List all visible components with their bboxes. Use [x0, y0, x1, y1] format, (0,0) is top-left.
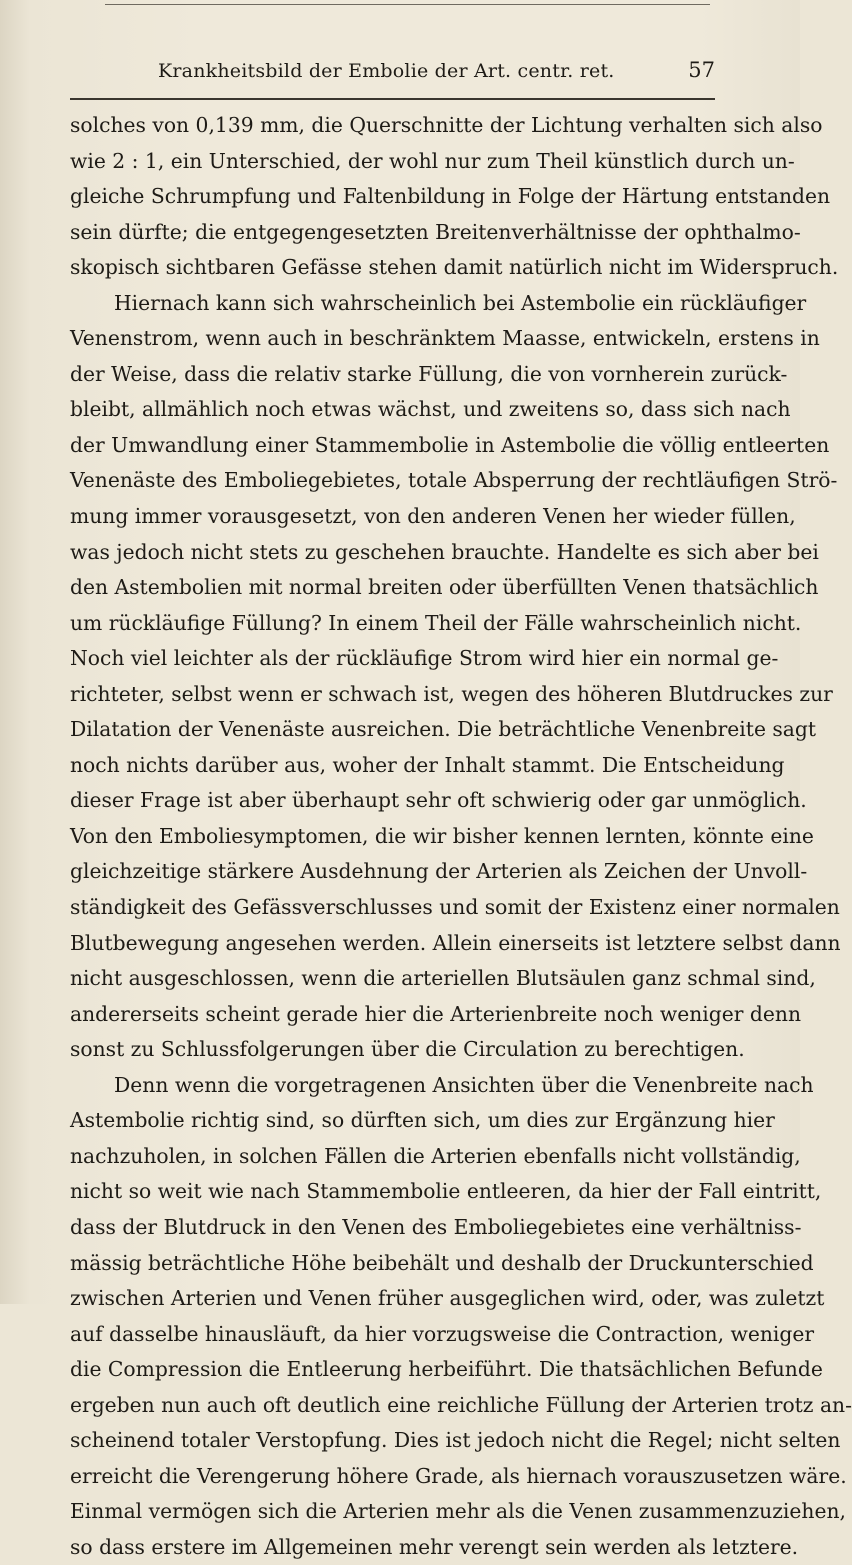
text-line: scheinend totaler Verstopfung. Dies ist jedoch nicht die Regel; nicht selten: [70, 1428, 841, 1453]
text-line: auf dasselbe hinausläuft, da hier vorzugsweise die Contraction, weniger: [70, 1321, 815, 1346]
text-line: Dilatation der Venenäste ausreichen. Die beträchtliche Venenbreite sagt: [70, 717, 817, 742]
text-line: der Umwandlung einer Stammembolie in Astembolie die völlig entleerten: [70, 432, 830, 457]
text-line: andererseits scheint gerade hier die Arterienbreite noch weniger denn: [70, 1001, 802, 1026]
page-number: 57: [688, 58, 715, 82]
text-line: Venenstrom, wenn auch in beschränktem Maasse, entwickeln, erstens in: [70, 326, 820, 351]
text-line: mässig beträchtliche Höhe beibehält und deshalb der Druckunterschied: [70, 1250, 814, 1275]
text-line: Blutbewegung angesehen werden. Allein einerseits ist letztere selbst dann: [70, 930, 841, 955]
text-line: solches von 0,139 mm, die Querschnitte der Lichtung verhalten sich also: [70, 113, 823, 137]
text-line: nicht so weit wie nach Stammembolie entleeren, da hier der Fall eintritt,: [70, 1179, 822, 1204]
text-line: so dass erstere im Allgemeinen mehr verengt sein werden als letztere.: [70, 1534, 799, 1559]
text-line: Noch viel leichter als der rückläufige Strom wird hier ein normal ge-: [70, 646, 779, 671]
text-line: gleiche Schrumpfung und Faltenbildung in Folge der Härtung entstanden: [70, 184, 831, 209]
text-line: ergeben nun auch oft deutlich eine reichliche Füllung der Arterien trotz an-: [70, 1392, 852, 1417]
text-line: mung immer vorausgesetzt, von den anderen Venen her wieder füllen,: [70, 504, 796, 529]
running-head: [70, 60, 715, 90]
text-line: zwischen Arterien und Venen früher ausgeglichen wird, oder, was zuletzt: [70, 1286, 825, 1311]
text-line: was jedoch nicht stets zu geschehen brauchte. Handelte es sich aber bei: [70, 539, 819, 564]
text-line: ständigkeit des Gefässverschlusses und somit der Existenz einer normalen: [70, 895, 840, 920]
text-line: nachzuholen, in solchen Fällen die Arterien ebenfalls nicht vollständig,: [70, 1143, 801, 1168]
text-line: die Compression die Entleerung herbeiführt. Die thatsächlichen Befunde: [70, 1357, 823, 1382]
text-line: wie 2 : 1, ein Unterschied, der wohl nur zum Theil künstlich durch un-: [70, 148, 795, 173]
body-text: [70, 108, 852, 1565]
text-line: dass der Blutdruck in den Venen des Emboliegebietes eine verhältniss-: [70, 1214, 802, 1239]
header-rule: [70, 98, 715, 100]
text-line: skopisch sichtbaren Gefässe stehen damit natürlich nicht im Widerspruch.: [70, 255, 839, 280]
text-line: dieser Frage ist aber überhaupt sehr oft schwierig oder gar unmöglich.: [70, 788, 807, 813]
text-line: der Weise, dass die relativ starke Füllung, die von vornherein zurück-: [70, 361, 788, 386]
text-line: den Astembolien mit normal breiten oder überfüllten Venen thatsächlich: [70, 575, 819, 600]
text-line: erreicht die Verengerung höhere Grade, als hiernach vorauszusetzen wäre.: [70, 1463, 847, 1488]
text-line: um rückläufige Füllung? In einem Theil der Fälle wahrscheinlich nicht.: [70, 610, 802, 635]
text-line: richteter, selbst wenn er schwach ist, wegen des höheren Blutdruckes zur: [70, 681, 833, 706]
text-line: Astembolie richtig sind, so dürften sich, um dies zur Ergänzung hier: [70, 1108, 775, 1133]
text-line: Einmal vermögen sich die Arterien mehr als die Venen zusammenzuziehen,: [70, 1499, 846, 1524]
text-line: nicht ausgeschlossen, wenn die arteriellen Blutsäulen ganz schmal sind,: [70, 966, 816, 991]
text-line: gleichzeitige stärkere Ausdehnung der Arterien als Zeichen der Unvoll-: [70, 859, 808, 884]
text-line: noch nichts darüber aus, woher der Inhalt stammt. Die Entscheidung: [70, 752, 785, 777]
text-line: Denn wenn die vorgetragenen Ansichten über die Venenbreite nach: [114, 1072, 814, 1097]
top-edge-rule: [105, 4, 710, 5]
text-line: Venenäste des Emboliegebietes, totale Absperrung der rechtläufigen Strö-: [70, 468, 838, 493]
text-line: sonst zu Schlussfolgerungen über die Circulation zu berechtigen.: [70, 1037, 745, 1062]
text-line: bleibt, allmählich noch etwas wächst, und zweitens so, dass sich nach: [70, 397, 791, 422]
running-title: Krankheitsbild der Embolie der Art. centr. ret.: [158, 60, 615, 82]
text-line: Hiernach kann sich wahrscheinlich bei Astembolie ein rückläufiger: [114, 290, 807, 315]
text-line: Von den Emboliesymptomen, die wir bisher kennen lernten, könnte eine: [70, 823, 814, 848]
text-line: sein dürfte; die entgegengesetzten Breitenverhältnisse der ophthalmo-: [70, 219, 801, 244]
